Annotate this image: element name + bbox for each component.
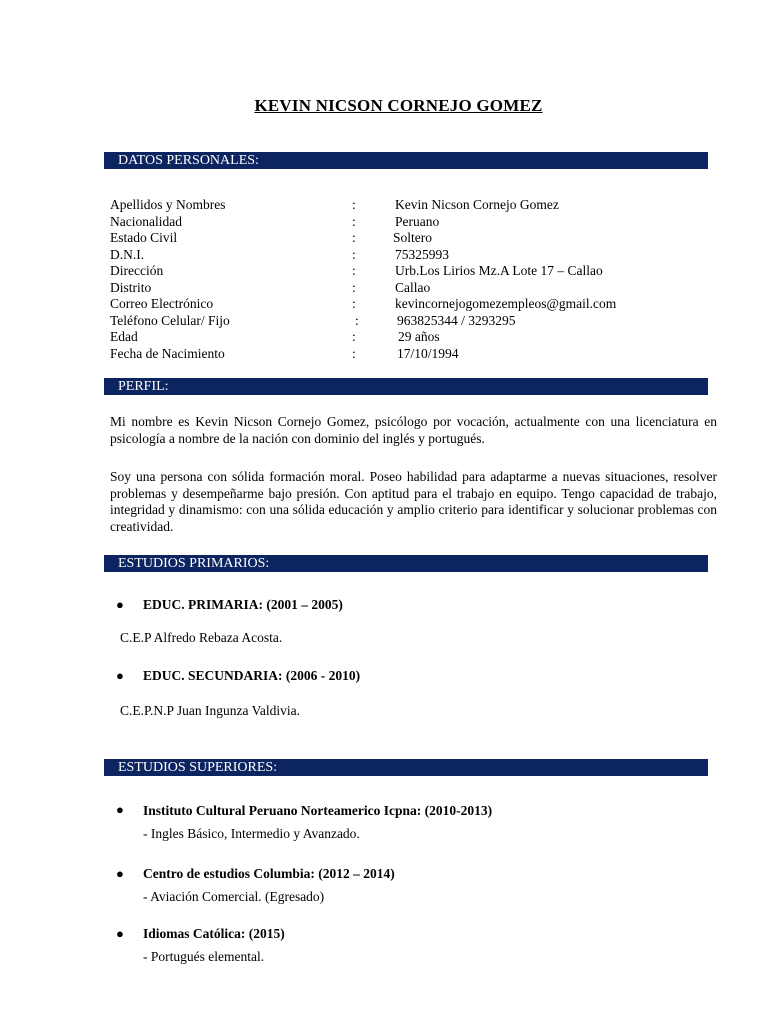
personal-row — [110, 246, 670, 263]
personal-row — [110, 196, 670, 213]
bullet-icon: ● — [116, 597, 124, 612]
section-primary-header: ESTUDIOS PRIMARIOS: — [104, 555, 708, 572]
profile-paragraph-1: Mi nombre es Kevin Nicson Cornejo Gomez, psicólogo por vocación, actualmente con una licenciatura en psicología a nombre de la nación con dominio del inglés y portugués. — [110, 414, 717, 446]
personal-label: Fecha de Nacimiento — [110, 346, 225, 361]
personal-label: Teléfono Celular/ Fijo — [110, 312, 230, 328]
personal-row — [110, 328, 670, 345]
personal-row — [110, 213, 670, 230]
personal-value: 963825344 / 3293295 — [397, 312, 516, 328]
personal-row — [110, 312, 670, 329]
personal-value: Callao — [395, 279, 431, 295]
personal-sep: : — [352, 279, 356, 295]
section-profile-header: PERFIL: — [104, 378, 708, 395]
personal-label: Nacionalidad — [110, 213, 182, 229]
personal-value: 29 años — [398, 329, 440, 344]
superior-heading: Centro de estudios Columbia: (2012 – 2014) — [143, 866, 395, 881]
bullet-icon: ● — [116, 802, 124, 817]
personal-label: Correo Electrónico — [110, 296, 214, 311]
primary-heading: EDUC. PRIMARIA: (2001 – 2005) — [143, 597, 343, 612]
personal-sep: : — [352, 346, 356, 361]
personal-value: 75325993 — [395, 246, 449, 262]
personal-sep: : — [355, 312, 359, 328]
personal-sep: : — [352, 246, 356, 262]
personal-value: 17/10/1994 — [397, 346, 459, 361]
bullet-icon: ● — [116, 926, 124, 941]
superior-detail: - Ingles Básico, Intermedio y Avanzado. — [143, 826, 360, 841]
personal-row — [110, 345, 670, 362]
personal-label: Distrito — [110, 279, 152, 295]
superior-heading: Idiomas Católica: (2015) — [143, 926, 285, 941]
personal-sep: : — [352, 213, 356, 229]
personal-label: Estado Civil — [110, 230, 178, 245]
primary-heading: EDUC. SECUNDARIA: (2006 - 2010) — [143, 668, 361, 683]
section-personal-header: DATOS PERSONALES: — [104, 152, 708, 169]
personal-value: Peruano — [395, 213, 440, 229]
personal-sep: : — [352, 296, 356, 311]
profile-paragraph-2: Soy una persona con sólida formación moral. Poseo habilidad para adaptarme a nuevas situaciones, resolver problemas y desempeñarme bajo presión. Con aptitud para el trabajo en equipo. Tengo capacidad de trabajo, integridad y dinamismo: con una sólida educación y amplio criterio para identificar y solucionar problemas con creatividad. — [110, 469, 717, 534]
personal-sep: : — [352, 263, 356, 278]
personal-sep: : — [352, 197, 356, 212]
personal-value: Kevin Nicson Cornejo Gomez — [395, 197, 559, 212]
personal-value: Urb.Los Lirios Mz.A Lote 17 – Callao — [395, 263, 603, 278]
personal-sep: : — [352, 230, 356, 245]
cv-title: KEVIN NICSON CORNEJO GOMEZ — [254, 96, 543, 115]
section-superior-header: ESTUDIOS SUPERIORES: — [104, 759, 708, 776]
superior-heading: Instituto Cultural Peruano Norteamerico Icpna: (2010-2013) — [143, 803, 493, 818]
superior-detail: - Portugués elemental. — [143, 949, 265, 964]
primary-detail: C.E.P Alfredo Rebaza Acosta. — [120, 630, 283, 645]
bullet-icon: ● — [116, 866, 124, 881]
personal-label: Dirección — [110, 263, 164, 278]
primary-detail: C.E.P.N.P Juan Ingunza Valdivia. — [120, 703, 300, 718]
personal-value: Soltero — [393, 230, 432, 245]
personal-label: Apellidos y Nombres — [110, 197, 226, 212]
personal-sep: : — [352, 329, 356, 344]
personal-row — [110, 279, 670, 296]
personal-row — [110, 295, 670, 312]
bullet-icon: ● — [116, 668, 124, 683]
personal-row — [110, 229, 670, 246]
personal-label: Edad — [110, 329, 138, 344]
personal-label: D.N.I. — [110, 246, 145, 262]
superior-detail: - Aviación Comercial. (Egresado) — [143, 889, 325, 904]
personal-row — [110, 262, 670, 279]
personal-value: kevincornejogomezempleos@gmail.com — [395, 296, 617, 311]
